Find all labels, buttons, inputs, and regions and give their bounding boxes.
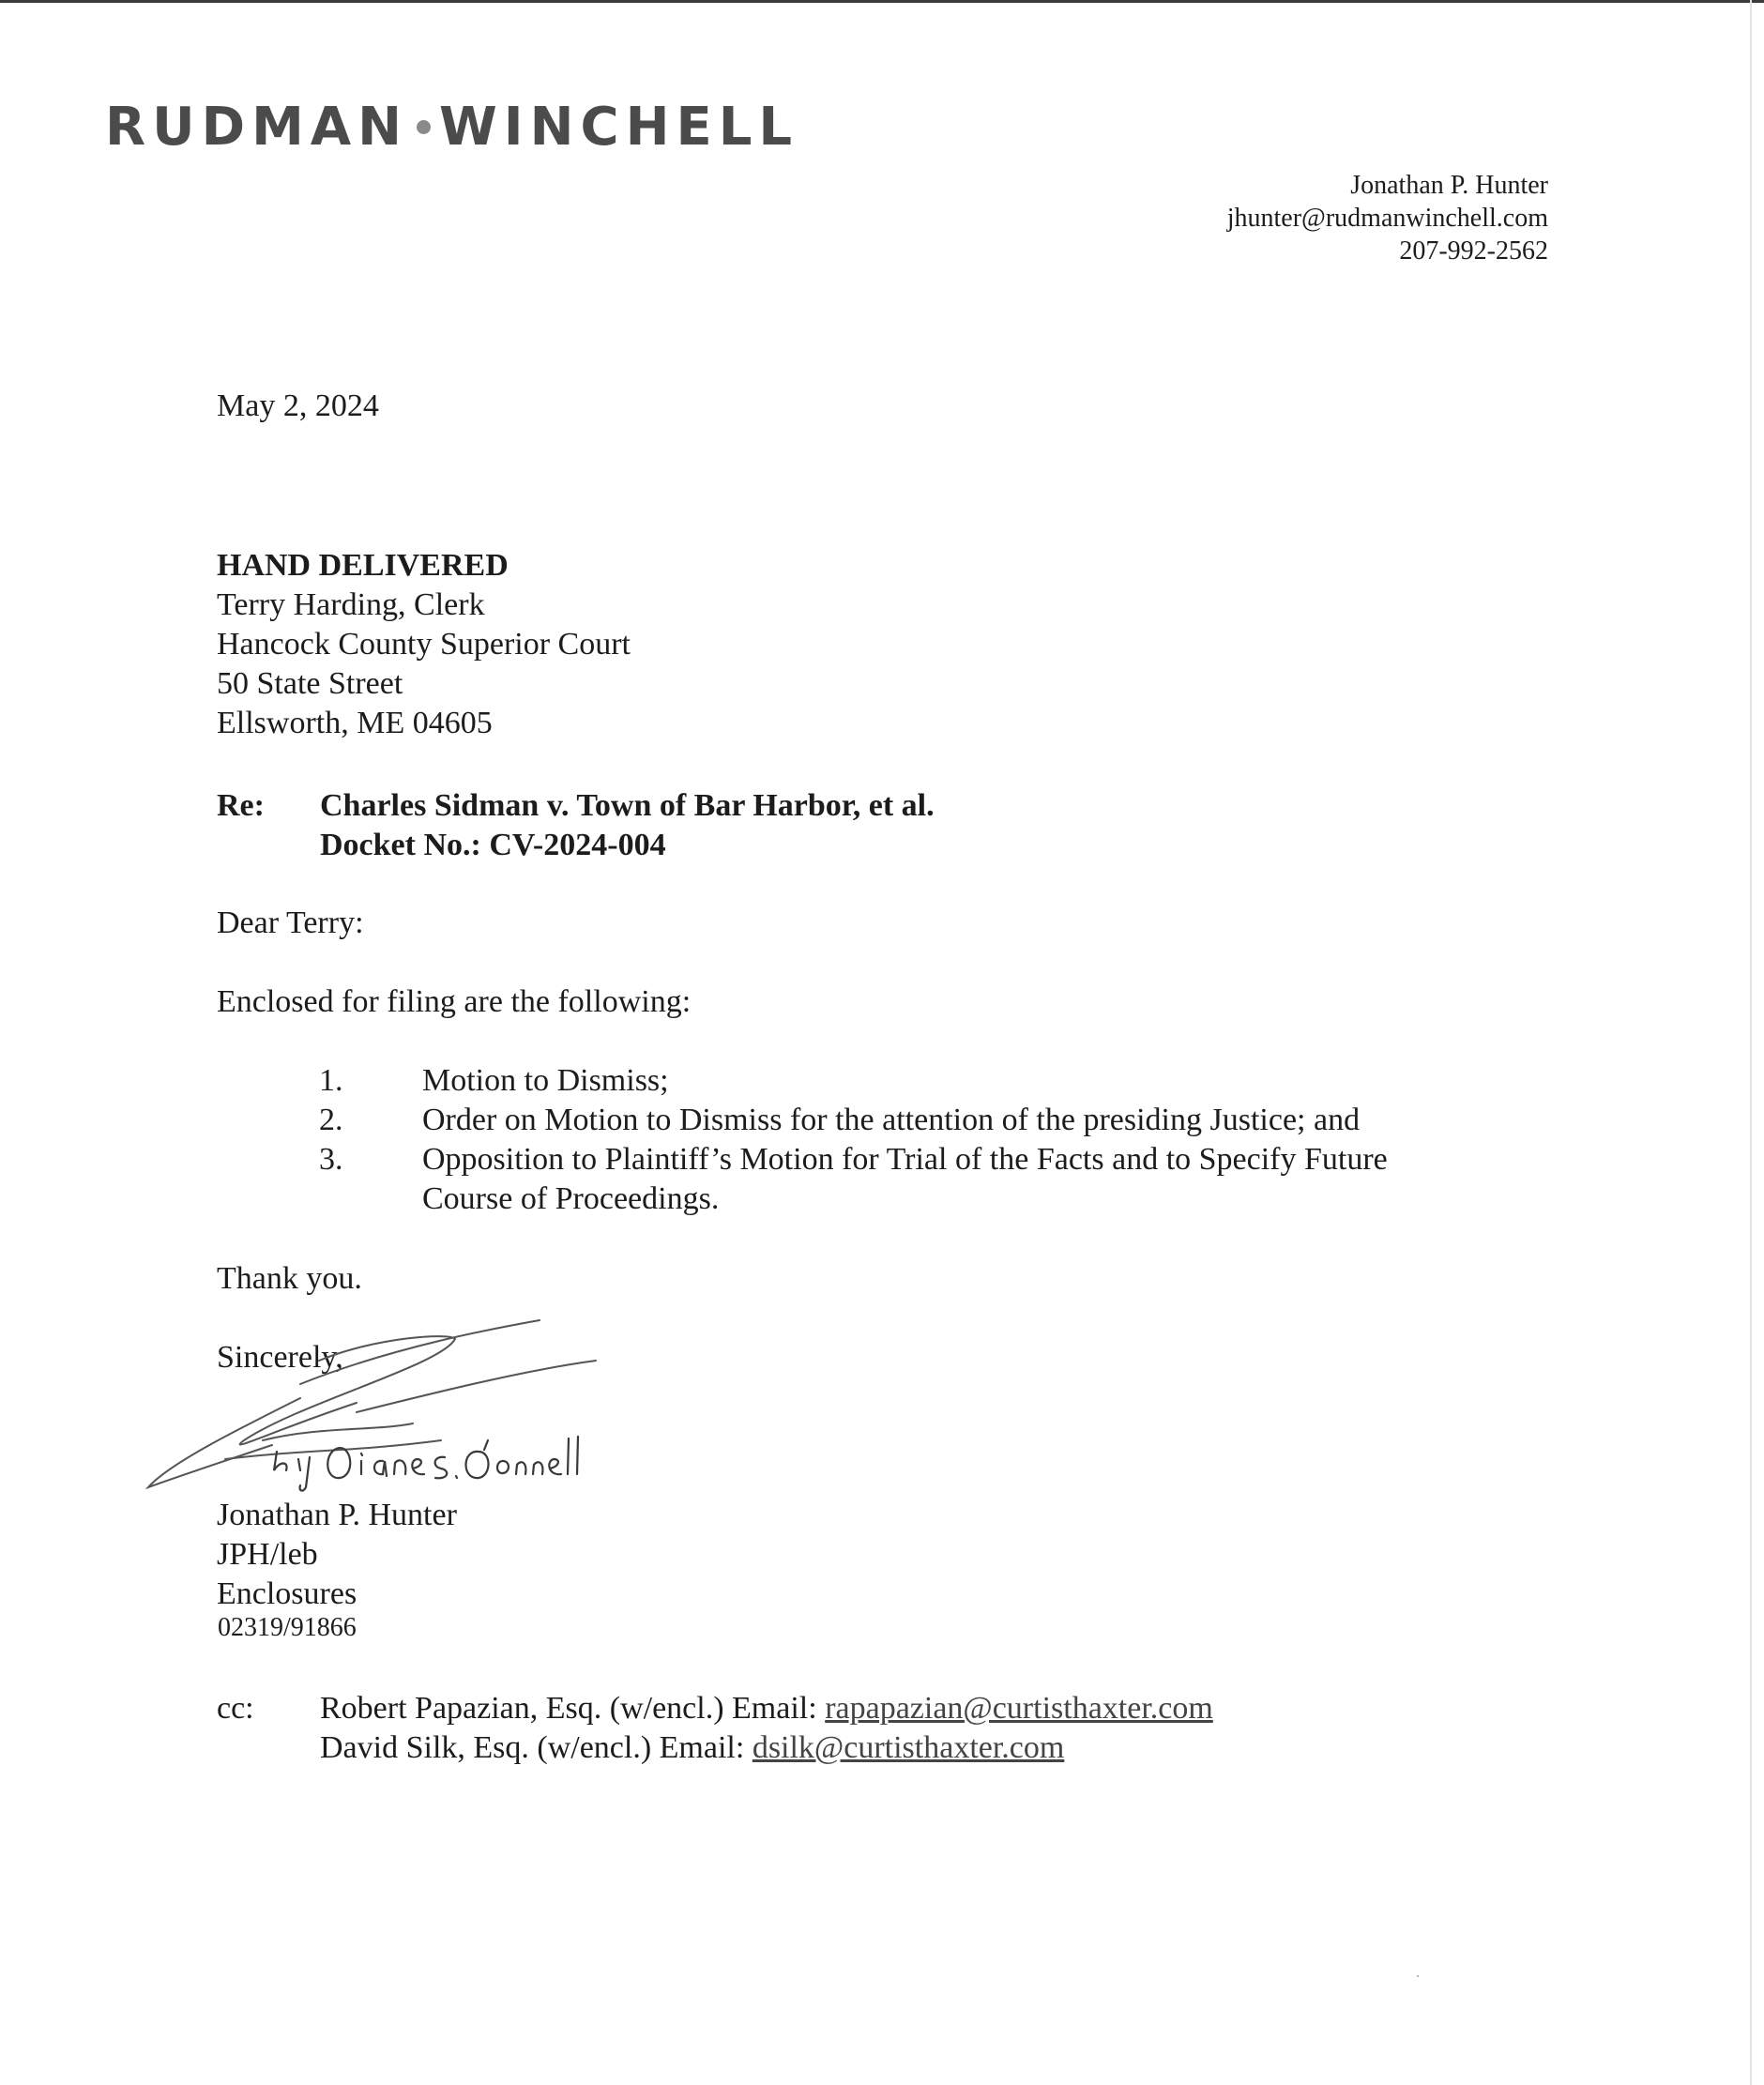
top-border (0, 0, 1764, 3)
sender-email: jhunter@rudmanwinchell.com (1226, 204, 1548, 233)
cc-entry (320, 1689, 1213, 1728)
cc-entry-text: Robert Papazian, Esq. (w/encl.) Email: (320, 1691, 826, 1726)
re-subject (320, 786, 935, 865)
cc-email-link[interactable]: rapapazian@curtisthaxter.com (825, 1691, 1213, 1726)
recipient-name: Terry Harding, Clerk (217, 587, 485, 622)
firm-name-right: WINCHELL (439, 97, 799, 158)
typist-initials: JPH/leb (217, 1537, 318, 1572)
file-number: 02319/91866 (218, 1613, 357, 1642)
list-item-text: Order on Motion to Dismiss for the attention of the presiding Justice; and (422, 1103, 1361, 1137)
enclosures-note: Enclosures (217, 1576, 357, 1611)
cc-email-link[interactable]: dsilk@curtisthaxter.com (752, 1730, 1065, 1765)
handwritten-signature (131, 1309, 694, 1515)
signer-name: Jonathan P. Hunter (217, 1498, 457, 1532)
list-item-number: 2. (319, 1103, 343, 1137)
thanks-line: Thank you. (217, 1261, 362, 1296)
list-item-number: 1. (319, 1063, 343, 1098)
docket-number: Docket No.: CV-2024-004 (320, 828, 666, 862)
firm-logo (105, 98, 798, 158)
cc-entry-text: David Silk, Esq. (w/encl.) Email: (320, 1730, 753, 1765)
case-caption: Charles Sidman v. Town of Bar Harbor, et al. (320, 788, 935, 823)
enclosure-list (319, 1061, 1539, 1219)
list-item-text: Motion to Dismiss; (422, 1063, 669, 1098)
letter-date: May 2, 2024 (217, 388, 379, 423)
firm-name-left: RUDMAN (105, 97, 409, 158)
sign-off: Sincerely, (217, 1340, 343, 1375)
scan-speck (1417, 1975, 1419, 1977)
cc-list (320, 1689, 1213, 1768)
recipient-address (217, 546, 631, 743)
cc-label: cc: (217, 1691, 254, 1726)
recipient-city: Ellsworth, ME 04605 (217, 706, 493, 740)
list-item (319, 1061, 1539, 1101)
sender-phone: 207-992-2562 (1399, 236, 1548, 266)
sender-block (1079, 169, 1548, 267)
list-item (319, 1140, 1539, 1219)
sender-name: Jonathan P. Hunter (1350, 171, 1548, 200)
salutation: Dear Terry: (217, 906, 364, 940)
recipient-street: 50 State Street (217, 666, 403, 701)
list-item-text: Opposition to Plaintiff’s Motion for Trial of the Facts and to Specify Future (422, 1142, 1388, 1177)
page-edge (1750, 0, 1752, 2085)
intro-paragraph: Enclosed for filing are the following: (217, 984, 692, 1019)
list-item-text: Course of Proceedings. (422, 1181, 720, 1216)
closing-block (217, 1496, 457, 1614)
list-item-number: 3. (319, 1142, 343, 1177)
delivery-method: HAND DELIVERED (217, 548, 509, 583)
list-item (319, 1101, 1539, 1140)
recipient-court: Hancock County Superior Court (217, 627, 631, 662)
cc-entry (320, 1728, 1213, 1768)
logo-dot-icon (417, 120, 431, 134)
re-label: Re: (217, 788, 265, 823)
